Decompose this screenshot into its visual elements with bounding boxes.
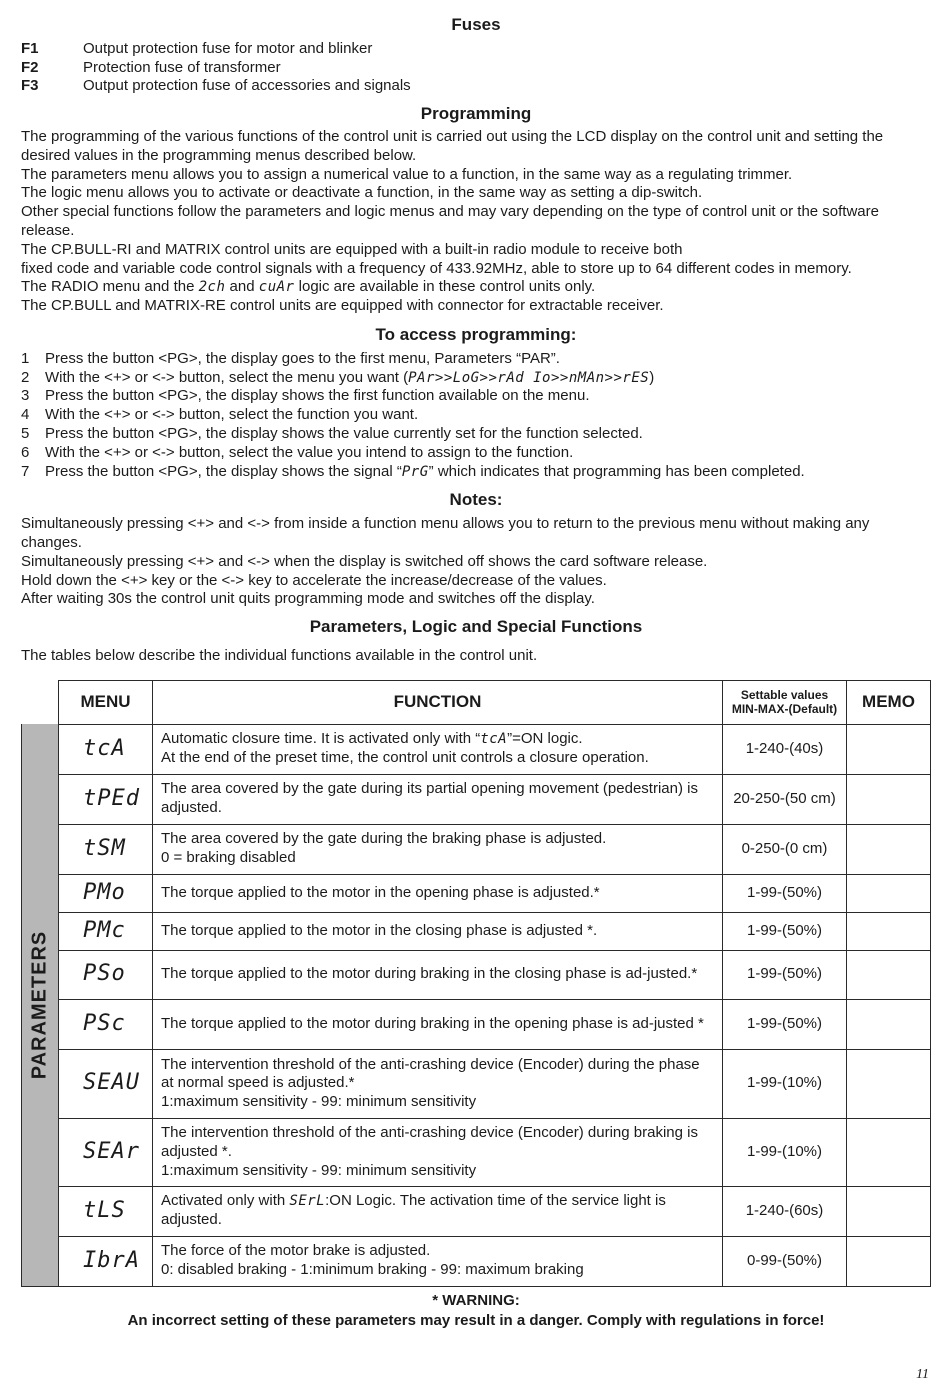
table-row <box>22 1236 931 1286</box>
lcd-code: PrG <box>401 463 429 480</box>
menu-code: tLS <box>59 1186 153 1236</box>
programming-title: Programming <box>420 104 532 124</box>
memo-cell[interactable] <box>847 1236 931 1286</box>
header-values-line2: MIN-MAX-(Default) <box>731 702 838 717</box>
menu-code: SEAr <box>59 1118 153 1186</box>
value-cell: 1-99-(50%) <box>723 874 847 912</box>
memo-cell[interactable] <box>847 874 931 912</box>
params-title: Parameters, Logic and Special Functions <box>309 617 643 637</box>
function-text: At the end of the preset time, the control unit controls a closure operation. <box>161 749 649 767</box>
paragraph: The CP.BULL-RI and MATRIX control units are equipped with a built-in radio module to receive both <box>21 240 683 258</box>
step-number: 3 <box>21 387 30 405</box>
parameters-table <box>21 680 931 1287</box>
table-row <box>22 1118 931 1186</box>
table-row <box>22 1186 931 1236</box>
value-cell: 1-99-(10%) <box>723 1049 847 1118</box>
memo-cell[interactable] <box>847 1118 931 1186</box>
header-menu: MENU <box>59 680 153 724</box>
table-row <box>22 874 931 912</box>
step-text-tail: ) <box>649 368 655 386</box>
lcd-code: SErL <box>289 1193 326 1210</box>
fuse-text: Protection fuse of transformer <box>83 58 281 76</box>
step-text: Press the button <PG>, the display goes to the first menu, Parameters “PAR”. <box>45 349 560 367</box>
paragraph: The programming of the various functions of the control unit is carried out using the LCD display on the control unit and setting the desired values in the programming menus described below. <box>21 127 884 164</box>
function-text: 0: disabled braking - 1:minimum braking - 99: maximum braking <box>161 1261 584 1279</box>
paragraph: Other special functions follow the parameters and logic menus and may vary depending on the type of control unit or the software release. <box>21 203 879 239</box>
paragraph: fixed code and variable code control signals with a frequency of 433.92MHz, able to store up to 64 different codes in memory. <box>21 259 852 277</box>
function-text: 1:maximum sensitivity - 99: minimum sensitivity <box>161 1161 477 1179</box>
memo-cell[interactable] <box>847 774 931 824</box>
menu-code: tSM <box>59 824 153 874</box>
access-title: To access programming: <box>375 324 577 344</box>
paragraph: The logic menu allows you to activate or deactivate a function, in the same way as setting a dip-switch. <box>21 184 703 202</box>
memo-cell[interactable] <box>847 724 931 774</box>
table-row <box>22 999 931 1049</box>
function-text: Automatic closure time. It is activated only with “ <box>161 730 481 748</box>
function-cell: The torque applied to the motor in the closing phase is adjusted *. <box>153 912 723 950</box>
programming-body <box>21 128 931 316</box>
lcd-code: tcA <box>480 731 508 748</box>
menu-code: PSc <box>59 999 153 1049</box>
warning-title: * WARNING: <box>432 1291 520 1309</box>
value-cell: 1-99-(50%) <box>723 950 847 999</box>
memo-cell[interactable] <box>847 1049 931 1118</box>
function-text: The area covered by the gate during the braking phase is adjusted. <box>161 830 607 848</box>
header-function: FUNCTION <box>153 680 723 724</box>
manual-page <box>21 16 931 1330</box>
lcd-code: cuAr <box>258 279 295 296</box>
warning-block <box>21 1292 931 1331</box>
lcd-code: 2ch <box>198 279 226 296</box>
side-label-cell <box>22 724 59 1286</box>
table-row <box>22 774 931 824</box>
paragraph <box>21 278 931 297</box>
side-label: PARAMETERS <box>28 930 51 1080</box>
function-text: Activated only with <box>161 1192 290 1210</box>
function-cell <box>153 1049 723 1118</box>
step-text: Press the button <PG>, the display shows the value currently set for the function selected. <box>45 424 643 442</box>
header-values-line1: Settable values <box>740 688 829 703</box>
function-cell <box>153 1186 723 1236</box>
table-row <box>22 824 931 874</box>
page-number: 11 <box>916 1367 929 1382</box>
fuse-item <box>21 77 931 96</box>
function-text: The intervention threshold of the anti-crashing device (Encoder) during the phase at normal speed is adjusted.* <box>161 1055 700 1092</box>
note: Simultaneously pressing <+> and <-> from inside a function menu allows you to return to the previous menu without making any changes. <box>21 515 870 551</box>
step-number: 6 <box>21 443 30 461</box>
paragraph: The parameters menu allows you to assign a numerical value to a function, in the same way as a regulating trimmer. <box>21 165 793 183</box>
value-cell: 1-240-(40s) <box>723 724 847 774</box>
function-cell: The area covered by the gate during its partial opening movement (pedestrian) is adjusted. <box>153 774 723 824</box>
table-row <box>22 724 931 774</box>
memo-cell[interactable] <box>847 912 931 950</box>
step-item <box>21 350 931 369</box>
header-spacer <box>22 680 59 724</box>
function-cell: The torque applied to the motor during braking in the closing phase is ad-justed.* <box>153 950 723 999</box>
function-text: The intervention threshold of the anti-crashing device (Encoder) during braking is adjusted *. <box>161 1124 698 1160</box>
notes-body <box>21 515 931 609</box>
step-item <box>21 425 931 444</box>
table-row <box>22 1049 931 1118</box>
note: Simultaneously pressing <+> and <-> when the display is switched off shows the card software release. <box>21 552 708 570</box>
memo-cell[interactable] <box>847 824 931 874</box>
step-text: With the <+> or <-> button, select the function you want. <box>45 406 419 424</box>
function-text: 0 = braking disabled <box>161 849 296 867</box>
function-cell <box>153 1118 723 1186</box>
menu-code: SEAU <box>59 1049 153 1118</box>
value-cell: 0-250-(0 cm) <box>723 824 847 874</box>
step-number: 1 <box>21 349 30 367</box>
menu-code: PMc <box>59 912 153 950</box>
function-cell: The torque applied to the motor in the opening phase is adjusted.* <box>153 874 723 912</box>
menu-code: tPEd <box>59 774 153 824</box>
function-text: ”=ON logic. <box>507 730 583 748</box>
note: After waiting 30s the control unit quits programming mode and switches off the display. <box>21 590 595 608</box>
value-cell: 1-99-(50%) <box>723 999 847 1049</box>
header-memo: MEMO <box>847 680 931 724</box>
lcd-code: PAr>>LoG>>rAd Io>>nMAn>>rES <box>408 369 650 386</box>
value-cell: 0-99-(50%) <box>723 1236 847 1286</box>
step-text: Press the button <PG>, the display shows the first function available on the menu. <box>45 387 590 405</box>
fuse-text: Output protection fuse for motor and blinker <box>83 39 373 57</box>
fuse-item <box>21 40 931 59</box>
text-fragment: The RADIO menu and the <box>21 278 199 296</box>
menu-code: PMo <box>59 874 153 912</box>
function-text: 1:maximum sensitivity - 99: minimum sensitivity <box>161 1093 477 1111</box>
fuse-text: Output protection fuse of accessories and signals <box>83 77 411 95</box>
value-cell: 1-99-(50%) <box>723 912 847 950</box>
step-number: 7 <box>21 462 30 480</box>
notes-title: Notes: <box>449 490 503 510</box>
menu-code: PSo <box>59 950 153 999</box>
value-cell: 1-99-(10%) <box>723 1118 847 1186</box>
fuse-key: F3 <box>21 77 39 95</box>
step-text: With the <+> or <-> button, select the value you intend to assign to the function. <box>45 443 574 461</box>
menu-code: IbrA <box>59 1236 153 1286</box>
step-text: Press the button <PG>, the display shows the signal “ <box>45 462 402 480</box>
value-cell: 20-250-(50 cm) <box>723 774 847 824</box>
fuse-key: F1 <box>21 39 39 57</box>
note: Hold down the <+> key or the <-> key to accelerate the increase/decrease of the values. <box>21 571 607 589</box>
step-item <box>21 406 931 425</box>
step-item <box>21 387 931 406</box>
fuse-item <box>21 59 931 78</box>
table-row <box>22 912 931 950</box>
memo-cell[interactable] <box>847 950 931 999</box>
text-fragment: logic are available in these control units only. <box>294 278 596 296</box>
function-cell <box>153 1236 723 1286</box>
memo-cell[interactable] <box>847 999 931 1049</box>
fuse-key: F2 <box>21 58 39 76</box>
function-cell <box>153 824 723 874</box>
params-intro: The tables below describe the individual functions available in the control unit. <box>21 646 538 664</box>
fuses-list <box>21 40 931 96</box>
menu-code: tcA <box>59 724 153 774</box>
step-item <box>21 463 931 482</box>
paragraph: The CP.BULL and MATRIX-RE control units are equipped with connector for extractable receiver. <box>21 297 664 315</box>
step-number: 5 <box>21 424 30 442</box>
text-fragment: and <box>225 278 259 296</box>
step-item <box>21 369 931 388</box>
value-cell: 1-240-(60s) <box>723 1186 847 1236</box>
function-cell: The torque applied to the motor during braking in the opening phase is ad-justed * <box>153 999 723 1049</box>
function-cell <box>153 724 723 774</box>
header-values <box>723 680 847 724</box>
step-text: With the <+> or <-> button, select the menu you want ( <box>45 368 409 386</box>
function-text: :ON Logic. The activation time of the service light is adjusted. <box>161 1192 666 1229</box>
step-number: 2 <box>21 368 30 386</box>
table-header-row <box>22 680 931 724</box>
table-row <box>22 950 931 999</box>
function-text: The force of the motor brake is adjusted. <box>161 1242 431 1260</box>
fuses-title: Fuses <box>451 15 501 34</box>
access-steps <box>21 350 931 482</box>
step-number: 4 <box>21 406 30 424</box>
step-text-tail: ” which indicates that programming has been completed. <box>428 462 805 480</box>
step-item <box>21 444 931 463</box>
memo-cell[interactable] <box>847 1186 931 1236</box>
warning-text: An incorrect setting of these parameters may result in a danger. Comply with regulations in force! <box>127 1311 825 1329</box>
